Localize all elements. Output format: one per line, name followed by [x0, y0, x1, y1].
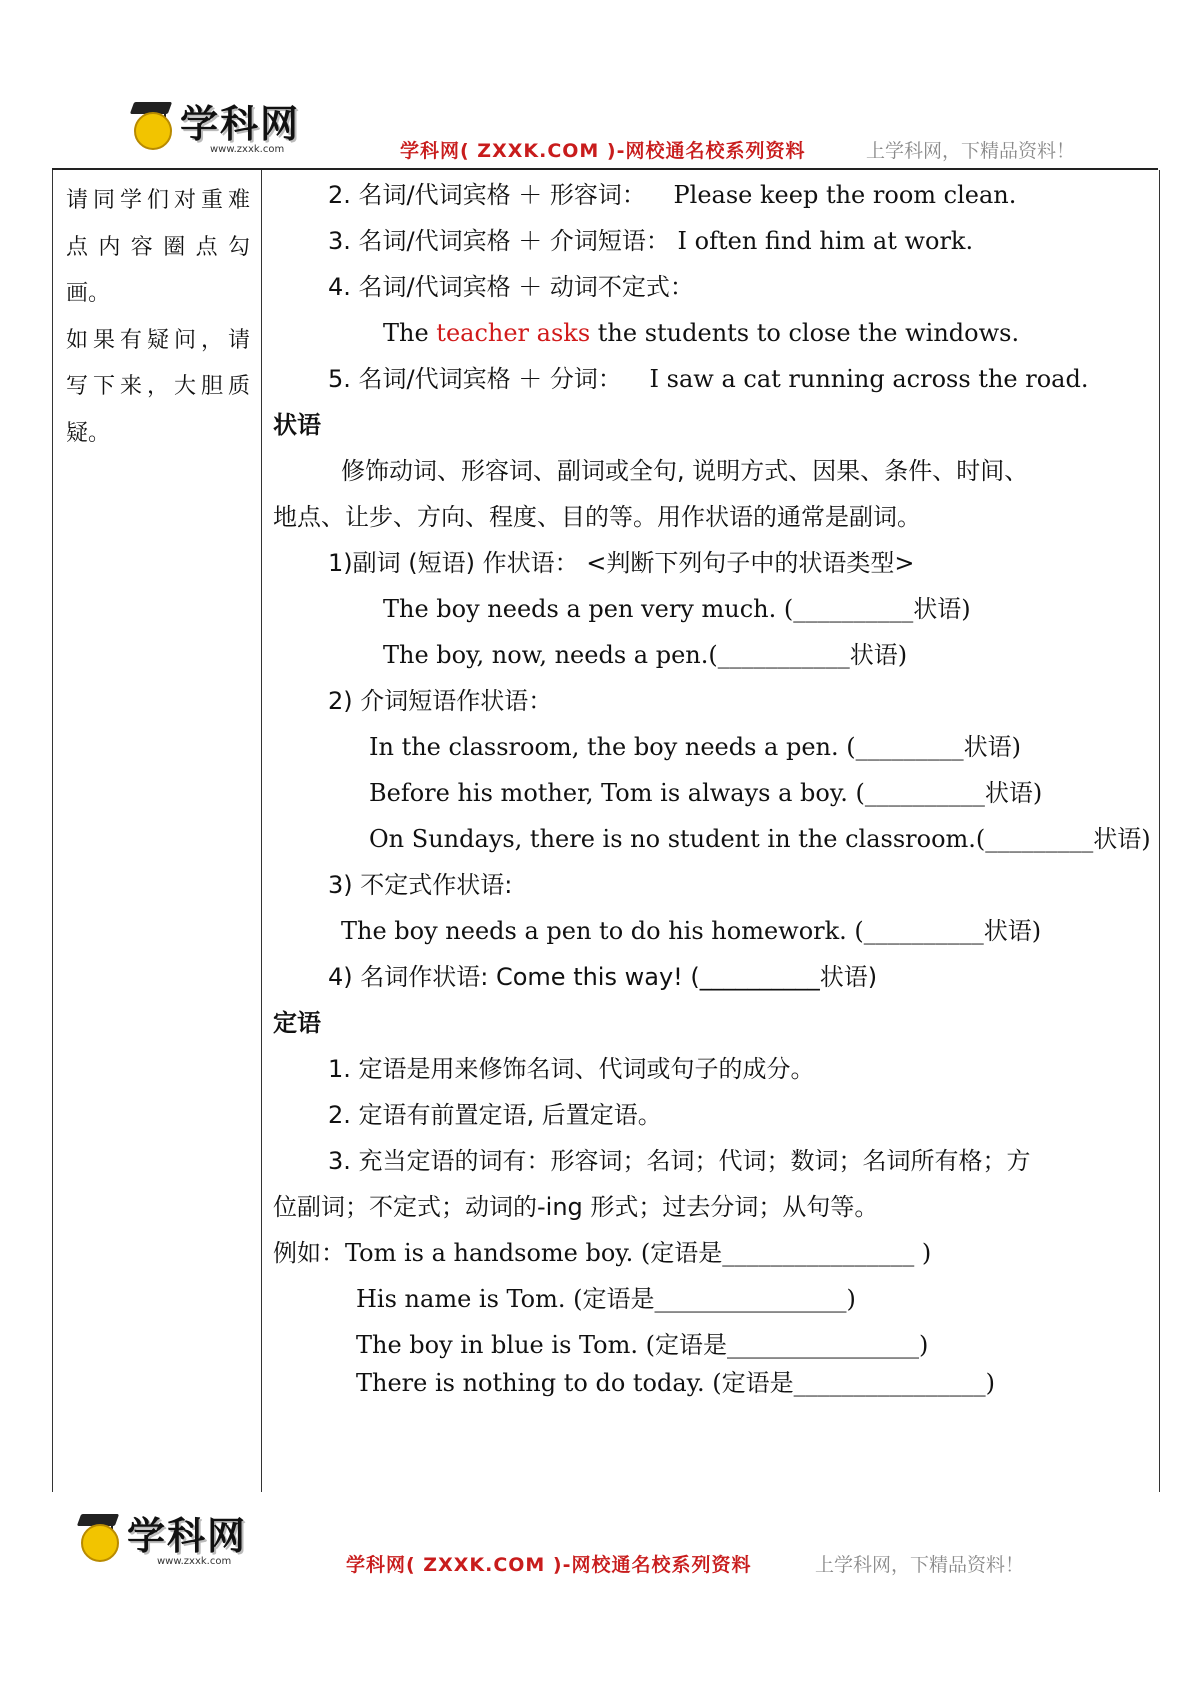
- attribute-item: 位副词；不定式；动词的-ing 形式；过去分词；从句等。: [273, 1193, 879, 1221]
- mascot-icon: [75, 1512, 123, 1568]
- note-line: 请同学们对重难: [66, 188, 250, 213]
- site-logo: [128, 100, 300, 156]
- highlighted-text: teacher asks: [436, 319, 591, 347]
- example-line: His name is Tom. (定语是________________): [356, 1285, 856, 1313]
- footer-slogan: 上学科网，下精品资料！: [815, 1554, 1025, 1576]
- page-footer: [0, 1512, 1200, 1592]
- adverbial-intro: 地点、让步、方向、程度、目的等。用作状语的通常是副词。: [273, 503, 921, 531]
- column-divider: [261, 170, 262, 1492]
- exercise-line: The boy, now, needs a pen.(___________状语): [383, 641, 908, 669]
- exercise-line: Before his mother, Tom is always a boy. (__________状语): [369, 779, 1043, 807]
- footer-center-text: 学科网( ZXXK.COM )-网校通名校系列资料: [346, 1554, 752, 1576]
- attribute-item: 1. 定语是用来修饰名词、代词或句子的成分。: [328, 1055, 815, 1083]
- header-slogan: 上学科网，下精品资料！: [866, 140, 1076, 162]
- adverbial-intro: 修饰动词、形容词、副词或全句, 说明方式、因果、条件、时间、: [341, 457, 1029, 485]
- example-line: There is nothing to do today. (定语是________________): [356, 1369, 996, 1397]
- header-center-text: 学科网( ZXXK.COM )-网校通名校系列资料: [400, 140, 806, 162]
- complement-example: The teacher asks the students to close the windows.: [383, 319, 1020, 347]
- note-line: 如果有疑问，请: [66, 327, 250, 353]
- complement-item: 4. 名词/代词宾格 ＋ 动词不定式：: [328, 273, 694, 301]
- adverbial-sub-title: 1)副词 (短语) 作状语： <判断下列句子中的状语类型>: [328, 549, 915, 577]
- note-line: 疑。: [66, 420, 111, 446]
- complement-item: 2. 名词/代词宾格 ＋ 形容词： Please keep the room clean.: [328, 181, 1017, 209]
- example-line: 例如：Tom is a handsome boy. (定语是________________ ): [273, 1239, 932, 1267]
- note-line: 写下来，大胆质: [66, 374, 250, 400]
- example-line: The boy in blue is Tom. (定语是________________): [356, 1331, 929, 1359]
- complement-item: 5. 名词/代词宾格 ＋ 分词： I saw a cat running across the road.: [328, 365, 1089, 393]
- logo-url: www.zxxk.com: [210, 144, 285, 155]
- attribute-item: 3. 充当定语的词有：形容词；名词；代词；数词；名词所有格；方: [328, 1147, 1031, 1175]
- sidebar-notes: [66, 178, 250, 458]
- complement-item: 3. 名词/代词宾格 ＋ 介词短语： I often find him at work.: [328, 227, 974, 255]
- logo-url: www.zxxk.com: [157, 1556, 232, 1567]
- adverbial-sub-title: 3) 不定式作状语:: [328, 871, 513, 899]
- section-title-attribute: 定语: [273, 1009, 321, 1037]
- site-logo: [75, 1512, 247, 1568]
- exercise-line: In the classroom, the boy needs a pen. (_________状语): [369, 733, 1021, 761]
- adverbial-sub-title: 2) 介词短语作状语：: [328, 687, 553, 715]
- section-title-adverbial: 状语: [273, 411, 321, 439]
- logo-text: 学科网: [180, 102, 301, 146]
- mascot-icon: [128, 100, 176, 156]
- exercise-line: The boy needs a pen to do his homework. (__________状语): [341, 917, 1042, 945]
- note-line: 点内容圈点勾: [66, 234, 250, 260]
- exercise-line: 4) 名词作状语: Come this way! (__________状语): [328, 963, 878, 991]
- exercise-line: The boy needs a pen very much. (__________状语): [383, 595, 971, 623]
- exercise-line: On Sundays, there is no student in the classroom.(_________状语): [369, 825, 1151, 853]
- attribute-item: 2. 定语有前置定语, 后置定语。: [328, 1101, 662, 1129]
- logo-text: 学科网: [127, 1514, 248, 1558]
- note-line: 画。: [66, 281, 111, 307]
